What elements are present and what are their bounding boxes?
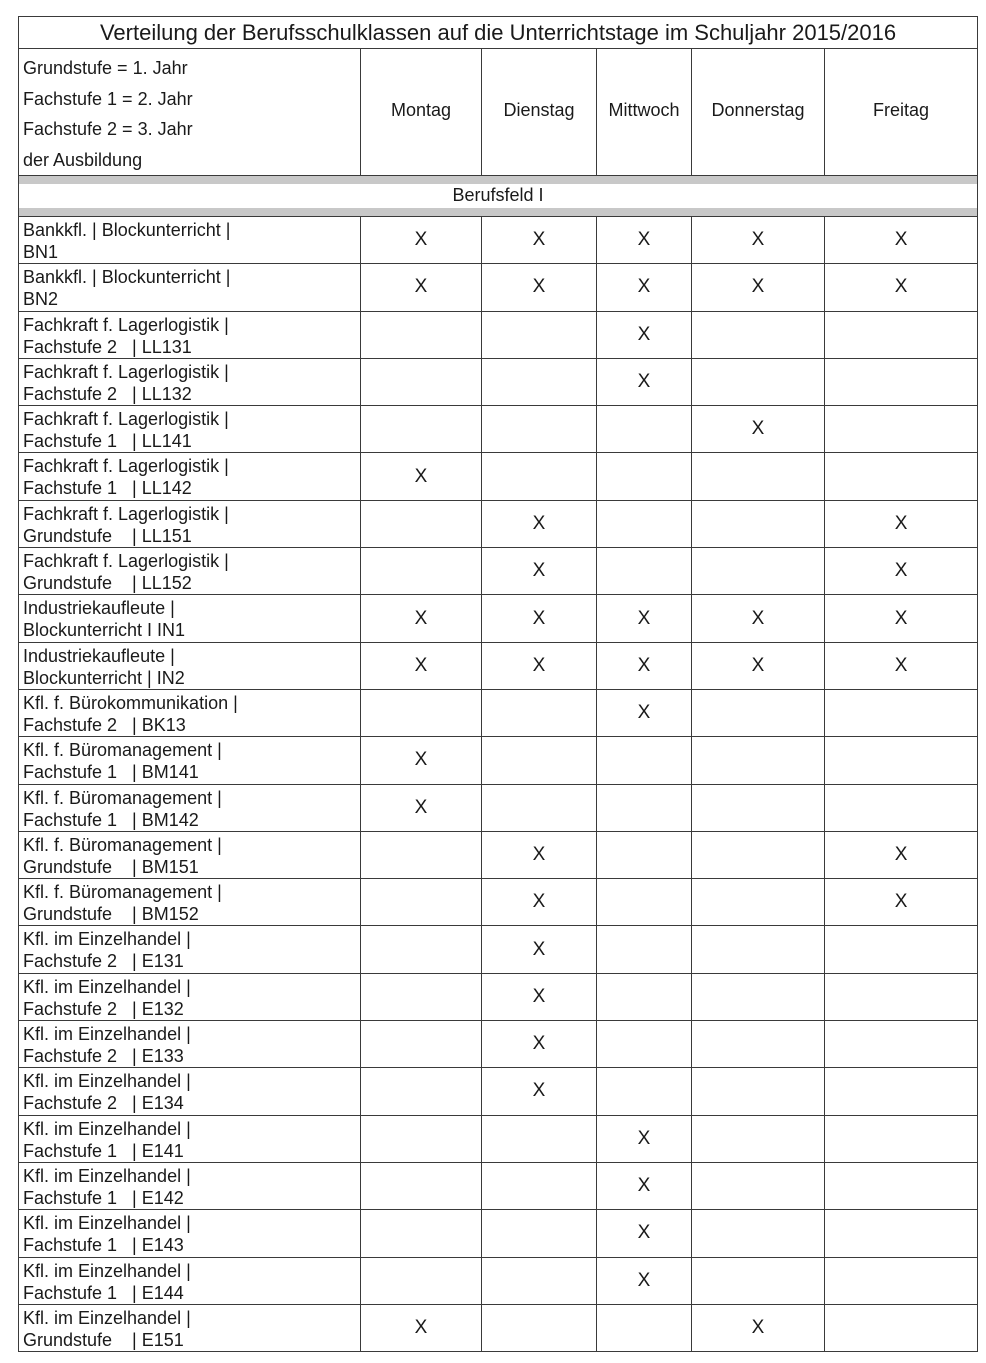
day-cell-wednesday: X xyxy=(597,1210,692,1257)
class-label-line1: Kfl. im Einzelhandel | xyxy=(23,1024,191,1045)
day-cell-thursday xyxy=(692,926,825,973)
day-cell-friday xyxy=(825,358,978,405)
day-cell-wednesday xyxy=(597,737,692,784)
day-cell-monday: X xyxy=(361,217,482,264)
class-label-line1: Kfl. f. Bürokommunikation | xyxy=(23,692,238,713)
day-cell-friday xyxy=(825,1210,978,1257)
day-cell-friday: X xyxy=(825,264,978,311)
day-cell-thursday xyxy=(692,831,825,878)
class-label-line2: Grundstufe | E151 xyxy=(23,1329,184,1350)
day-cell-wednesday xyxy=(597,1304,692,1351)
day-cell-wednesday: X xyxy=(597,1115,692,1162)
day-cell-thursday xyxy=(692,784,825,831)
table-row xyxy=(19,217,978,264)
day-cell-tuesday: X xyxy=(482,1068,597,1115)
day-cell-tuesday xyxy=(482,1162,597,1209)
table-row xyxy=(19,784,978,831)
day-cell-tuesday: X xyxy=(482,879,597,926)
legend-line: der Ausbildung xyxy=(23,149,143,170)
class-label xyxy=(19,926,361,973)
day-cell-tuesday xyxy=(482,1115,597,1162)
day-cell-monday xyxy=(361,1162,482,1209)
day-cell-monday xyxy=(361,500,482,547)
class-label-line1: Kfl. im Einzelhandel | xyxy=(23,976,191,997)
day-cell-monday: X xyxy=(361,737,482,784)
day-cell-wednesday: X xyxy=(597,1162,692,1209)
day-cell-thursday: X xyxy=(692,1304,825,1351)
day-header-friday: Freitag xyxy=(825,49,978,176)
class-label xyxy=(19,548,361,595)
class-label-line2: Fachstufe 2 | E134 xyxy=(23,1093,184,1114)
class-label xyxy=(19,595,361,642)
class-label xyxy=(19,500,361,547)
class-label-line1: Kfl. im Einzelhandel | xyxy=(23,929,191,950)
day-cell-thursday xyxy=(692,311,825,358)
table-row xyxy=(19,406,978,453)
day-cell-tuesday xyxy=(482,1210,597,1257)
table-row xyxy=(19,642,978,689)
day-cell-thursday xyxy=(692,1068,825,1115)
day-cell-friday xyxy=(825,311,978,358)
day-cell-tuesday xyxy=(482,453,597,500)
class-label-line2: Blockunterricht | IN2 xyxy=(23,667,185,688)
class-label-line2: Fachstufe 1 | LL142 xyxy=(23,478,192,499)
day-cell-tuesday: X xyxy=(482,595,597,642)
day-cell-thursday xyxy=(692,548,825,595)
class-label xyxy=(19,1021,361,1068)
day-cell-tuesday: X xyxy=(482,500,597,547)
class-label xyxy=(19,264,361,311)
table-row xyxy=(19,831,978,878)
class-label-line1: Kfl. f. Büromanagement | xyxy=(23,834,222,855)
class-label-line1: Kfl. f. Büromanagement | xyxy=(23,882,222,903)
class-label xyxy=(19,311,361,358)
day-cell-wednesday xyxy=(597,973,692,1020)
day-cell-monday xyxy=(361,973,482,1020)
day-cell-monday xyxy=(361,831,482,878)
day-cell-tuesday: X xyxy=(482,831,597,878)
day-cell-wednesday: X xyxy=(597,595,692,642)
class-label-line2: Grundstufe | LL152 xyxy=(23,573,192,594)
table-row xyxy=(19,595,978,642)
day-cell-friday xyxy=(825,1162,978,1209)
class-label-line2: Grundstufe | BM152 xyxy=(23,904,199,925)
day-cell-wednesday xyxy=(597,784,692,831)
day-cell-wednesday xyxy=(597,500,692,547)
day-cell-wednesday xyxy=(597,1068,692,1115)
class-label-line1: Industriekaufleute | xyxy=(23,598,175,619)
table-row xyxy=(19,973,978,1020)
day-cell-friday xyxy=(825,784,978,831)
class-label-line2: Fachstufe 2 | E133 xyxy=(23,1046,184,1067)
class-label-line1: Kfl. im Einzelhandel | xyxy=(23,1165,191,1186)
day-cell-thursday xyxy=(692,358,825,405)
day-cell-monday xyxy=(361,1068,482,1115)
table-row xyxy=(19,548,978,595)
class-label xyxy=(19,737,361,784)
day-cell-thursday: X xyxy=(692,217,825,264)
class-label-line2: BN1 xyxy=(23,242,59,262)
day-cell-monday xyxy=(361,358,482,405)
schedule-sheet xyxy=(18,16,977,1352)
class-label-line1: Kfl. im Einzelhandel | xyxy=(23,1260,191,1281)
class-label-line1: Fachkraft f. Lagerlogistik | xyxy=(23,409,229,430)
day-cell-wednesday xyxy=(597,548,692,595)
class-label xyxy=(19,1115,361,1162)
day-cell-monday xyxy=(361,926,482,973)
day-cell-thursday xyxy=(692,1162,825,1209)
class-label xyxy=(19,1257,361,1304)
day-cell-wednesday: X xyxy=(597,1257,692,1304)
class-label-line1: Fachkraft f. Lagerlogistik | xyxy=(23,503,229,524)
day-cell-tuesday xyxy=(482,689,597,736)
day-cell-thursday xyxy=(692,689,825,736)
day-cell-friday xyxy=(825,1304,978,1351)
table-title: Verteilung der Berufsschulklassen auf die Unterrichtstage im Schuljahr 2015/2016 xyxy=(19,17,978,49)
table-row xyxy=(19,1257,978,1304)
day-cell-wednesday xyxy=(597,879,692,926)
day-header-tuesday: Dienstag xyxy=(482,49,597,176)
day-cell-monday xyxy=(361,1257,482,1304)
class-label-line2: Fachstufe 1 | BM142 xyxy=(23,809,199,830)
day-cell-friday xyxy=(825,1068,978,1115)
day-cell-tuesday xyxy=(482,1304,597,1351)
class-label-line1: Bankkfl. | Blockunterricht | xyxy=(23,220,231,240)
day-cell-wednesday: X xyxy=(597,689,692,736)
day-cell-thursday xyxy=(692,879,825,926)
day-cell-tuesday xyxy=(482,1257,597,1304)
day-cell-monday: X xyxy=(361,1304,482,1351)
day-cell-tuesday: X xyxy=(482,973,597,1020)
day-cell-thursday: X xyxy=(692,264,825,311)
day-cell-thursday xyxy=(692,500,825,547)
class-label-line2: Fachstufe 1 | LL141 xyxy=(23,431,192,452)
day-header-monday: Montag xyxy=(361,49,482,176)
class-label-line1: Kfl. f. Büromanagement | xyxy=(23,787,222,808)
day-header-thursday: Donnerstag xyxy=(692,49,825,176)
table-row xyxy=(19,500,978,547)
day-cell-wednesday xyxy=(597,406,692,453)
day-cell-friday xyxy=(825,973,978,1020)
day-cell-friday xyxy=(825,1257,978,1304)
legend-line: Fachstufe 2 = 3. Jahr xyxy=(23,119,193,139)
class-label xyxy=(19,1162,361,1209)
class-label xyxy=(19,406,361,453)
section-divider xyxy=(19,208,977,216)
day-cell-monday xyxy=(361,879,482,926)
class-label xyxy=(19,1068,361,1115)
day-cell-friday: X xyxy=(825,642,978,689)
table-row xyxy=(19,879,978,926)
class-label-line2: Fachstufe 1 | E143 xyxy=(23,1235,184,1256)
class-label-line1: Kfl. im Einzelhandel | xyxy=(23,1213,191,1234)
class-label-line2: Fachstufe 1 | E141 xyxy=(23,1140,184,1161)
class-label xyxy=(19,1210,361,1257)
day-cell-wednesday xyxy=(597,831,692,878)
class-label xyxy=(19,642,361,689)
class-label-line1: Industriekaufleute | xyxy=(23,645,175,666)
day-cell-friday xyxy=(825,1115,978,1162)
class-label-line2: Fachstufe 2 | E132 xyxy=(23,998,184,1019)
day-header-wednesday: Mittwoch xyxy=(597,49,692,176)
legend-line: Fachstufe 1 = 2. Jahr xyxy=(23,88,193,109)
class-label xyxy=(19,879,361,926)
class-label xyxy=(19,973,361,1020)
table-row xyxy=(19,358,978,405)
class-label xyxy=(19,689,361,736)
day-cell-thursday xyxy=(692,973,825,1020)
day-cell-wednesday xyxy=(597,453,692,500)
table-row xyxy=(19,1210,978,1257)
class-label-line1: Bankkfl. | Blockunterricht | xyxy=(23,267,231,288)
day-cell-friday xyxy=(825,453,978,500)
class-label xyxy=(19,453,361,500)
day-cell-wednesday: X xyxy=(597,311,692,358)
day-cell-tuesday: X xyxy=(482,217,597,264)
day-cell-monday xyxy=(361,1210,482,1257)
day-cell-friday: X xyxy=(825,879,978,926)
class-label-line1: Kfl. im Einzelhandel | xyxy=(23,1118,191,1139)
day-cell-monday: X xyxy=(361,642,482,689)
class-label-line2: Fachstufe 2 | LL132 xyxy=(23,383,192,404)
class-label xyxy=(19,217,361,264)
day-cell-monday xyxy=(361,406,482,453)
day-cell-friday: X xyxy=(825,548,978,595)
table-row xyxy=(19,453,978,500)
class-label-line1: Fachkraft f. Lagerlogistik | xyxy=(23,314,229,335)
day-cell-friday: X xyxy=(825,831,978,878)
day-cell-wednesday: X xyxy=(597,358,692,405)
day-cell-tuesday xyxy=(482,311,597,358)
table-row xyxy=(19,1304,978,1351)
class-label-line1: Fachkraft f. Lagerlogistik | xyxy=(23,456,229,477)
day-cell-friday: X xyxy=(825,500,978,547)
day-cell-monday: X xyxy=(361,264,482,311)
table-row xyxy=(19,689,978,736)
class-label xyxy=(19,784,361,831)
day-cell-thursday xyxy=(692,1115,825,1162)
day-cell-friday xyxy=(825,737,978,784)
day-cell-thursday xyxy=(692,453,825,500)
day-cell-thursday xyxy=(692,1210,825,1257)
class-label-line2: Fachstufe 2 | LL131 xyxy=(23,336,192,357)
day-cell-tuesday xyxy=(482,737,597,784)
table-row xyxy=(19,1162,978,1209)
day-cell-monday xyxy=(361,1021,482,1068)
day-cell-tuesday: X xyxy=(482,642,597,689)
class-label-line2: Fachstufe 1 | E144 xyxy=(23,1282,184,1303)
day-cell-friday: X xyxy=(825,217,978,264)
class-label-line1: Kfl. im Einzelhandel | xyxy=(23,1071,191,1092)
day-cell-tuesday xyxy=(482,358,597,405)
class-label-line2: Fachstufe 2 | E131 xyxy=(23,951,184,972)
day-cell-tuesday: X xyxy=(482,548,597,595)
day-cell-monday: X xyxy=(361,784,482,831)
day-cell-wednesday: X xyxy=(597,642,692,689)
schedule-table xyxy=(18,16,978,1352)
day-cell-monday xyxy=(361,311,482,358)
day-cell-tuesday: X xyxy=(482,926,597,973)
day-cell-friday xyxy=(825,1021,978,1068)
class-label-line2: Grundstufe | BM151 xyxy=(23,856,199,877)
day-cell-tuesday: X xyxy=(482,264,597,311)
section-header xyxy=(19,176,978,217)
day-cell-thursday: X xyxy=(692,595,825,642)
table-row xyxy=(19,264,978,311)
class-label-line2: Blockunterricht I IN1 xyxy=(23,620,186,641)
table-row xyxy=(19,737,978,784)
section-title: Berufsfeld I xyxy=(452,185,544,205)
day-cell-monday xyxy=(361,689,482,736)
legend-line: Grundstufe = 1. Jahr xyxy=(23,58,188,78)
day-cell-monday: X xyxy=(361,595,482,642)
day-cell-thursday xyxy=(692,1257,825,1304)
class-label xyxy=(19,1304,361,1351)
table-row xyxy=(19,1115,978,1162)
class-label-line2: BN2 xyxy=(23,289,59,310)
table-row xyxy=(19,1021,978,1068)
day-cell-friday xyxy=(825,926,978,973)
day-cell-wednesday: X xyxy=(597,264,692,311)
day-cell-monday xyxy=(361,1115,482,1162)
day-cell-thursday xyxy=(692,1021,825,1068)
class-label-line1: Fachkraft f. Lagerlogistik | xyxy=(23,551,229,572)
day-cell-tuesday: X xyxy=(482,1021,597,1068)
class-label-line1: Fachkraft f. Lagerlogistik | xyxy=(23,361,229,382)
class-label-line2: Fachstufe 1 | BM141 xyxy=(23,762,199,783)
day-cell-monday xyxy=(361,548,482,595)
day-cell-thursday xyxy=(692,737,825,784)
day-cell-thursday: X xyxy=(692,642,825,689)
day-cell-wednesday: X xyxy=(597,217,692,264)
day-cell-friday: X xyxy=(825,595,978,642)
day-cell-friday xyxy=(825,406,978,453)
day-cell-friday xyxy=(825,689,978,736)
day-cell-tuesday xyxy=(482,784,597,831)
class-label xyxy=(19,831,361,878)
class-label-line2: Grundstufe | LL151 xyxy=(23,525,192,546)
day-cell-wednesday xyxy=(597,1021,692,1068)
class-label-line2: Fachstufe 2 | BK13 xyxy=(23,714,186,735)
class-label xyxy=(19,358,361,405)
class-label-line1: Kfl. f. Büromanagement | xyxy=(23,740,222,761)
day-cell-thursday: X xyxy=(692,406,825,453)
table-row xyxy=(19,311,978,358)
day-cell-tuesday xyxy=(482,406,597,453)
day-cell-monday: X xyxy=(361,453,482,500)
section-divider xyxy=(19,176,977,184)
table-row xyxy=(19,1068,978,1115)
day-cell-wednesday xyxy=(597,926,692,973)
table-row xyxy=(19,926,978,973)
level-legend xyxy=(19,49,361,176)
class-label-line1: Kfl. im Einzelhandel | xyxy=(23,1307,191,1328)
class-label-line2: Fachstufe 1 | E142 xyxy=(23,1187,184,1208)
